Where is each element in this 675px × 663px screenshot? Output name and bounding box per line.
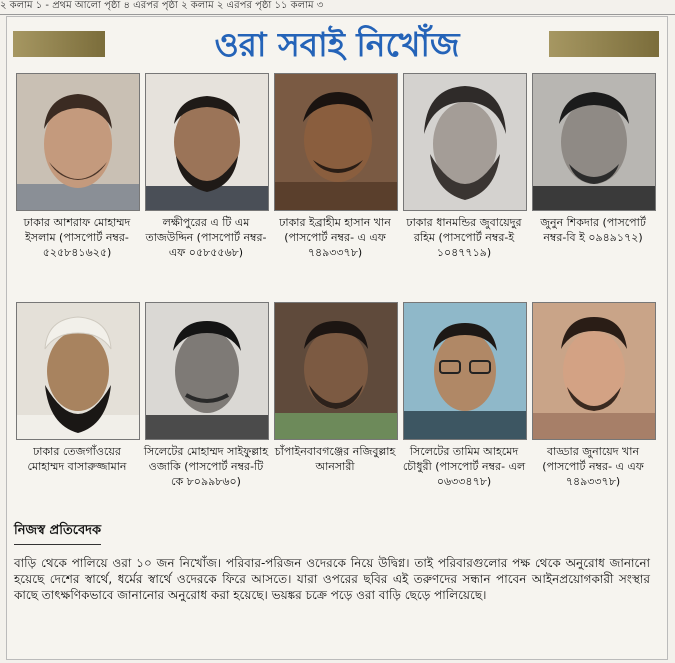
caption-person-3: ঢাকার ইব্রাহীম হাসান খান (পাসপোর্ট নম্বর- এ এফ ৭৪৯৩৩৭৮)	[279, 216, 391, 259]
caption-person-2: লক্ষীপুরের এ টি এম তাজউদ্দিন (পাসপোর্ট নম্বর- এফ ০৫৮৫৫৬৮)	[145, 216, 267, 259]
caption-person-8: চাঁপাইনবাবগঞ্জের নজিবুল্লাহ আনসারী	[274, 445, 396, 473]
photo-person-9	[403, 302, 527, 440]
decorative-band-right	[549, 31, 659, 57]
caption-person-5: জুনুন শিকদার (পাসপোর্ট নম্বর-বি ই ০৯৪৯১৭২)	[540, 216, 646, 244]
photo-person-4	[403, 73, 527, 211]
photo-person-5	[532, 73, 656, 211]
caption-person-4: ঢাকার ধানমন্ডির জুবায়েদুর রহিম (পাসপোর্ট নম্বর-ই ১০৪৭৭১৯)	[406, 216, 522, 259]
photo-person-3	[274, 73, 398, 211]
caption-person-1: ঢাকার আশরাফ মোহাম্মদ ইসলাম (পাসপোর্ট নম্বর- ৫২৫৮৪১৬২৫)	[23, 216, 131, 259]
photo-person-6	[16, 302, 140, 440]
caption-person-10: বাড্ডার জুনায়েদ খান (পাসপোর্ট নম্বর- এ এফ ৭৪৯৩৩৭৮)	[542, 445, 644, 488]
photo-person-7	[145, 302, 269, 440]
caption-person-9: সিলেটের তামিম আহমেদ চৌধুরী (পাসপোর্ট নম্বর- এল ০৬৩৩৪৭৮)	[402, 445, 526, 488]
decorative-band-left	[13, 31, 105, 57]
photo-person-2	[145, 73, 269, 211]
previous-column-strip: ২ কলাম ১ - প্রথম আলো পৃষ্ঠা ৪ এরপর পৃষ্ঠা ২ কলাম ২ এরপর পৃষ্ঠা ১১ কলাম ৩	[0, 0, 675, 15]
caption-person-7: সিলেটের মোহাম্মদ সাইফুল্লাহ ওজাকি (পাসপোর্ট নম্বর-টি কে ৮০৯৯৮৬০)	[143, 445, 269, 488]
photo-person-10	[532, 302, 656, 440]
byline: নিজস্ব প্রতিবেদক	[14, 521, 101, 545]
photo-person-8	[274, 302, 398, 440]
headline: ওরা সবাই নিখোঁজ	[214, 25, 460, 64]
article-body: বাড়ি থেকে পালিয়ে ওরা ১০ জন নিখোঁজ। পরিবার-পরিজন ওদেরকে নিয়ে উদ্বিগ্ন। তাই পরিবারগুলোর পক্ষ থেকে অনুরোধ জানানো হয়েছে দেশের স্বার্থে, ধর্মের স্বার্থে ওদেরকে ফিরে আসতে। যারা ওপরের ছবির এই তরুণদের সন্ধান পাবেন আইনপ্রয়োগকারী সংস্থার কাছে তাৎক্ষণিকভাবে জানানোর অনুরোধ করা হয়েছে। ভয়ঙ্কর চক্রে পড়ে ওরা বাড়ি ছেড়ে পালিয়েছে।	[14, 556, 650, 602]
caption-person-6: ঢাকার তেজগাঁওয়ের মোহাম্মদ বাসারুজ্জামান	[27, 445, 127, 473]
photo-person-1	[16, 73, 140, 211]
